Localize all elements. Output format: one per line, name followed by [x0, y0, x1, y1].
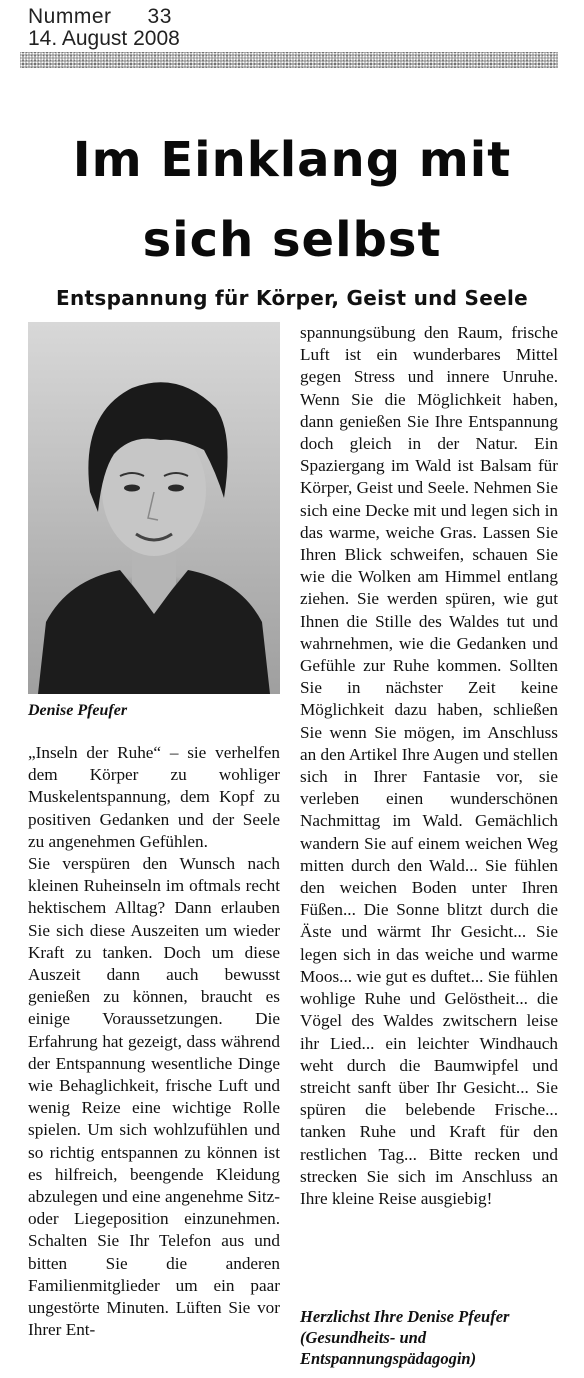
article-paragraph: Sie verspüren den Wunsch nach kleinen Ruheinseln im oftmals recht hektischem Alltag? Dann erlauben Sie sich diese Auszeiten um wieder Kraft zu tanken. Doch um diese Auszeit dann auch bewusst genießen zu können, braucht es einige Voraussetzungen. Die Erfahrung hat gezeigt, dass während der Entspannung wesentliche Dinge wie Behaglichkeit, frische Luft und wenig Reize eine wichtige Rolle spielen. Um sich wohlzufühlen und so richtig entspannen zu können ist es hilfreich, beengende Kleidung abzulegen und eine angenehme Sitz- oder Liegeposition einzunehmen. Schalten Sie Ihr Telefon aus und bitten Sie die anderen Familienmitglieder um ein paar ungestörte Minuten. Lüften Sie vor Ihrer Ent-: [28, 854, 280, 1340]
article-column-left: [28, 742, 280, 1341]
article-title-line-2: sich selbst: [142, 212, 442, 268]
signature-line: (Gesundheits- und: [300, 1328, 427, 1347]
author-photo: [28, 322, 280, 694]
signature-line: Entspannungspädagogin): [300, 1349, 477, 1368]
article-paragraph: spannungsübung den Raum, frische Luft ist ein wunderbares Mittel gegen Stress und innere Unruhe. Wenn Sie die Möglichkeit haben, dann genießen Sie Ihre Entspannung doch gleich in der Natur. Ein Spaziergang im Wald ist Balsam für Körper, Geist und Seele. Nehmen Sie sich eine Decke mit und legen sich in das warme, weiche Gras. Lassen Sie Ihren Blick schweifen, schauen Sie wie die Wolken am Himmel entlang ziehen. Sie werden spüren, wie gut Ihnen die Stille des Waldes tut und wahrnehmen, wie die Gedanken und Gefühle zur Ruhe kommen. Sollten Sie in nächster Zeit keine Möglichkeit dazu haben, schließen Sie wenn Sie mögen, im Anschluss an den Artikel Ihre Augen und stellen sich in Ihrer Fantasie vor, sie verleben einen wunderschönen Nachmittag im Wald. Gemächlich wandern Sie auf einem weichen Weg mitten durch den Wald... Sie fühlen den weichen Boden unter Ihren Füßen... Die Sonne blitzt durch die Äste und wärmt Ihr Gesicht... Sie legen sich in das weiche und warme Moos... wie gut es duftet... Sie fühlen wohlige Ruhe und Gelöstheit... die Vögel des Waldes zwitschern leise ihr Lied... ein leichter Windhauch weht durch die Baumwipfel und streicht sanft über Ihr Gesicht... Sie spüren die belebende Frische... tanken Ruhe und Kraft für den restlichen Tag... Bitte recken und strecken Sie sich im Anschluss an Ihre kleine Reise ausgiebig!: [300, 323, 558, 1208]
portrait-illustration: [28, 322, 280, 694]
issue-header: [28, 6, 180, 50]
issue-number: 33: [147, 5, 172, 28]
article-title-line-1: Im Einklang mit: [72, 132, 512, 188]
signature-line: Herzlichst Ihre Denise Pfeufer: [300, 1307, 510, 1326]
issue-label: Nummer: [28, 5, 112, 28]
article-paragraph: „Inseln der Ruhe“ – sie verhelfen dem Körper zu wohliger Muskelentspannung, dem Kopf zu positiven Gedanken und der Seele zu angenehmen Gefühlen.: [28, 743, 280, 851]
header-rule: [20, 52, 558, 68]
photo-caption: Denise Pfeufer: [28, 702, 128, 719]
article-subtitle: Entspannung für Körper, Geist und Seele: [56, 286, 528, 310]
article-column-right: [300, 322, 558, 1210]
issue-date: 14. August 2008: [28, 27, 180, 50]
issue-line: [28, 6, 180, 28]
author-signature: [300, 1306, 562, 1369]
